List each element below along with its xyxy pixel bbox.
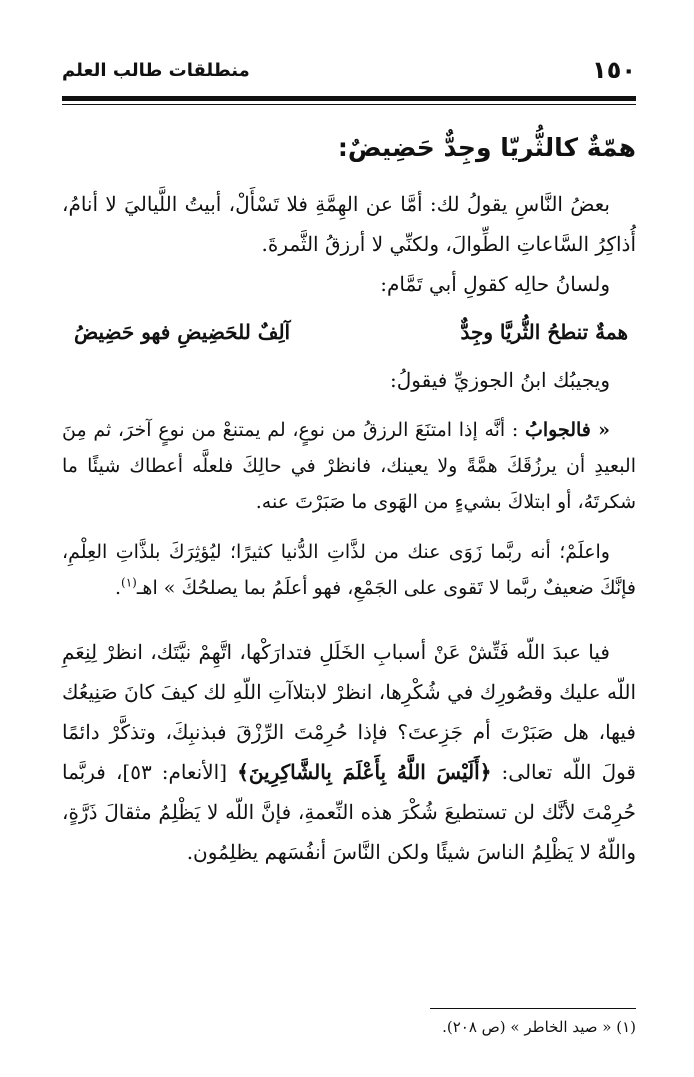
quote-2-end: اهـ [136,577,158,599]
running-title: منطلقات طالب العلم [62,60,250,81]
footnote [62,1015,636,1039]
header-rule-thick [62,96,636,101]
verse-first-hemistich: همةٌ تنطحُ الثُّريَّا وجِدٌّ [460,320,628,344]
quote-label: « فالجوابُ [524,419,611,441]
page-number: ١٥٠ [592,56,636,84]
main-content [62,130,636,872]
quotation-2: واعلَمْ؛ أنه ربَّما زَوَى عنك من لذَّاتِ الدُّنيا كثيرًا؛ ليُؤثِرَكَ بلذَّاتِ العِلْمِ، فإنَّكَ ضعيفٌ ربَّما لا تَقوى على الجَمْعِ، فهو أعلَمُ بما يصلحُكَ » اهـ$^{(١)}$. [62,541,636,599]
section-heading: همّةٌ كالثُّريّا وجِدٌّ حَضِيضٌ: [337,133,636,162]
footnote-ref[interactable]: (١) [121,575,137,590]
quotation-1 [62,412,636,520]
footnote-rule [430,1008,636,1009]
page-header [62,52,636,92]
poetry-verse [74,312,628,352]
verse-second-hemistich: آلِفٌ للحَضِيضِ فهو حَضِيضُ [74,320,291,344]
quran-ayah: ﴿أَلَيْسَ اللَّهُ بِأَعْلَمَ بِالشَّاكِرِينَ﴾ [237,760,492,784]
paragraph-2: ولسانُ حالِه كقولِ أبي تَمَّام: [380,272,610,296]
paragraph-4-part-2: فربَّما حُرِمْتَ لأنَّك لن تستطيعَ شُكْرَ هذه النِّعمةِ، فإنَّ اللّه لا يَظْلِمُ مثقالَ ذَرَّةٍ، واللّهُ لا يَظْلِمُ الناسَ شيئًا ولكن النَّاسَ أنفُسَهم يظلِمُون. [62,760,636,864]
paragraph-4 [62,632,636,872]
header-rule-thin [62,104,636,105]
paragraph-3: ويجيبُك ابنُ الجوزيِّ فيقولُ: [390,368,610,392]
quote-1-text: : أنَّه إذا امتنَعَ الرزقُ من نوعٍ، لم يمتنعْ من نوعٍ آخرَ، ثم مِنَ البعيدِ أن يرزُقَكَ همَّةً ولا يعينك، فانظرْ في حالِكَ فلعلَّه أعطاك شيئًا ما شكرتَهُ، أو ابتلاكَ بشيءٍ من الهَوى ما صَبَرْتَ عنه. [62,419,636,513]
quote-2-text: واعلَمْ؛ أنه ربَّما زَوَى عنك من لذَّاتِ الدُّنيا كثيرًا؛ ليُؤثِرَكَ بلذَّاتِ العِلْمِ، فإنَّكَ ضعيفٌ ربَّما لا تَقوى على الجَمْعِ، فهو أعلَمُ بما يصلحُكَ » [62,541,636,599]
quran-ayah-reference: [الأنعام: ٥٣]، [115,760,227,784]
footnote-number: (١) [616,1018,636,1036]
footnote-text: « صيد الخاطر » (ص ٢٠٨). [442,1018,612,1036]
paragraph-1: بعضُ النَّاسِ يقولُ لك: أمَّا عن الهِمَّةِ فلا تَسْأَلْ، أبيتُ اللَّياليَ لا أنامُ، أُذاكِرُ السَّاعاتِ الطِّوالَ، ولكنِّي لا أرزقُ الثَّمرةَ. [62,192,636,256]
paragraph-4-part-1: فيا عبدَ اللّه فَتِّشْ عَنْ أسبابِ الخَلَلِ فتدارَكْها، اتَّهِمْ نيَّتَك، انظرْ لِنِعَمِ اللّه عليك وقصُورِك في شُكْرِها، انظرْ لابتلاآتِ اللّهِ لك كيفَ كانَ صَنِيعُك فيها، هل صَبَرْتَ أم جَزِعتَ؟ فإذا حُرِمْتَ الرِّزْقَ فبذنبِكَ، وتذكَّرْ دائمًا قولَ اللّه تعالى: [62,640,636,784]
